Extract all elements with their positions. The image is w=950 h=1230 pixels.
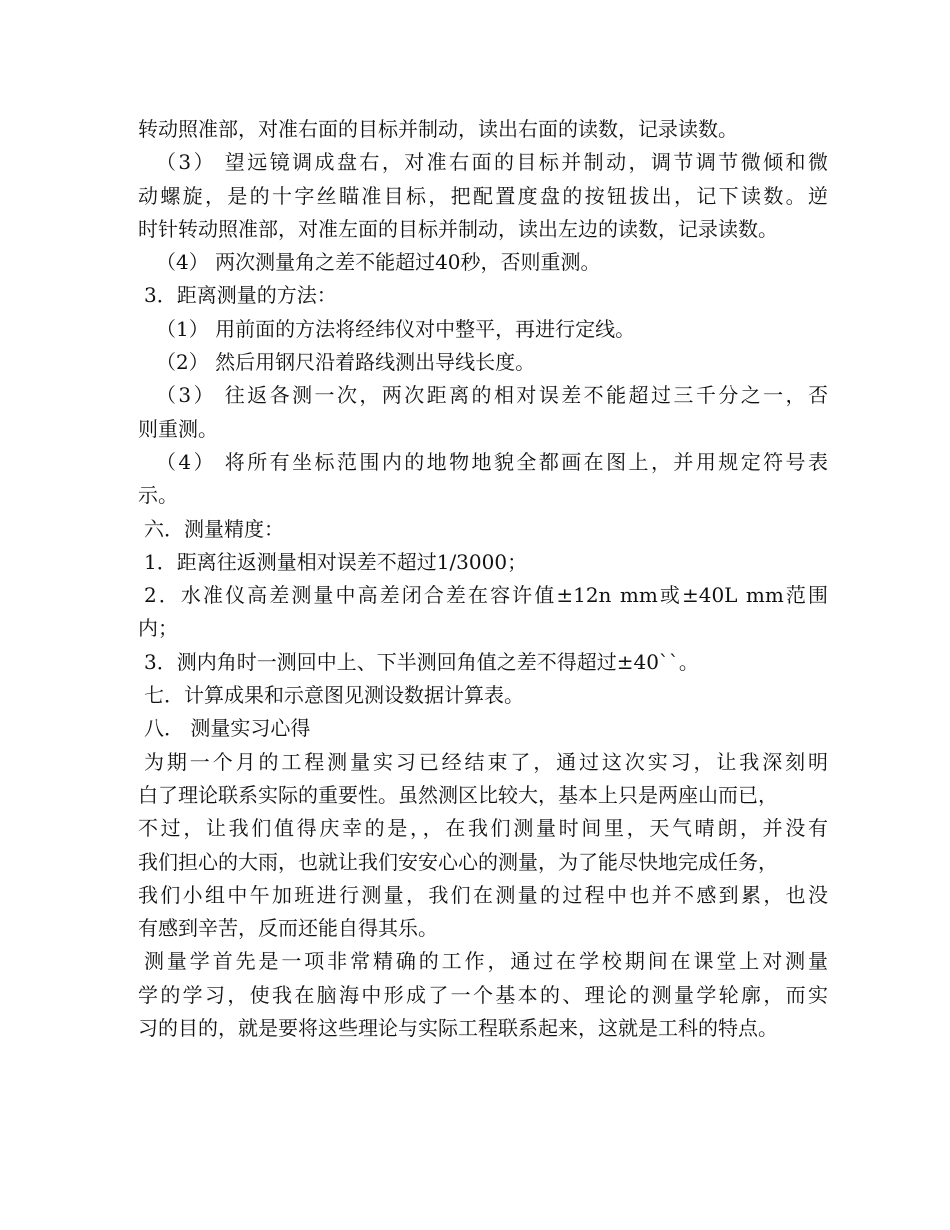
text-line: 六．测量精度： [144, 516, 284, 541]
text-line: （4） 将所有坐标范围内的地物地貌全都画在图上，并用规定符号表 [156, 449, 828, 474]
document-page [138, 113, 828, 1045]
text-line: 内； [138, 616, 178, 641]
text-line: 为期一个月的工程测量实习已经结束了，通过这次实习，让我深刻明 [144, 749, 828, 774]
text-line: 我们小组中午加班进行测量，我们在测量的过程中也并不感到累，也没 [138, 882, 828, 907]
text-line: 则重测。 [138, 416, 218, 441]
text-line: 3．距离测量的方法： [144, 283, 337, 308]
text-line: 2．水准仪高差测量中高差闭合差在容许值±12n mm或±40L mm范围 [144, 583, 828, 608]
text-line: 学的学习，使我在脑海中形成了一个基本的、理论的测量学轮廓，而实 [138, 982, 828, 1007]
text-line: （3） 望远镜调成盘右，对准右面的目标并制动，调节调节微倾和微 [156, 150, 828, 175]
text-line: 示。 [138, 483, 178, 508]
text-line: 3．测内角时一测回中上、下半测回角值之差不得超过±40``。 [144, 649, 699, 674]
text-line: （2） 然后用钢尺沿着路线测出导线长度。 [156, 350, 536, 375]
text-line: 白了理论联系实际的重要性。虽然测区比较大，基本上只是两座山而已， [138, 782, 778, 807]
text-line: （3） 往返各测一次，两次距离的相对误差不能超过三千分之一，否 [156, 383, 828, 408]
text-line: （1） 用前面的方法将经纬仪对中整平，再进行定线。 [156, 316, 636, 341]
text-line: 有感到辛苦，反而还能自得其乐。 [138, 916, 438, 941]
text-line: 时针转动照准部，对准左面的目标并制动，读出左边的读数，记录读数。 [138, 216, 778, 241]
text-line: 我们担心的大雨，也就让我们安安心心的测量，为了能尽快地完成任务， [138, 849, 778, 874]
text-line: 七．计算成果和示意图见测设数据计算表。 [144, 683, 524, 708]
text-line: 转动照准部，对准右面的目标并制动，读出右面的读数，记录读数。 [138, 117, 738, 141]
text-line: 八． 测量实习心得 [144, 716, 311, 741]
text-line: 1．距离往返测量相对误差不超过1/3000； [144, 549, 528, 574]
text-line: 不过，让我们值得庆幸的是，，在我们测量时间里，天气晴朗，并没有 [138, 816, 828, 841]
text-line: 习的目的，就是要将这些理论与实际工程联系起来，这就是工科的特点。 [138, 1016, 778, 1041]
text-line: （4） 两次测量角之差不能超过40秒，否则重测。 [156, 250, 601, 275]
text-line: 测量学首先是一项非常精确的工作，通过在学校期间在课堂上对测量 [144, 949, 828, 974]
text-line: 动螺旋，是的十字丝瞄准目标，把配置度盘的按钮拔出，记下读数。逆 [138, 183, 828, 208]
